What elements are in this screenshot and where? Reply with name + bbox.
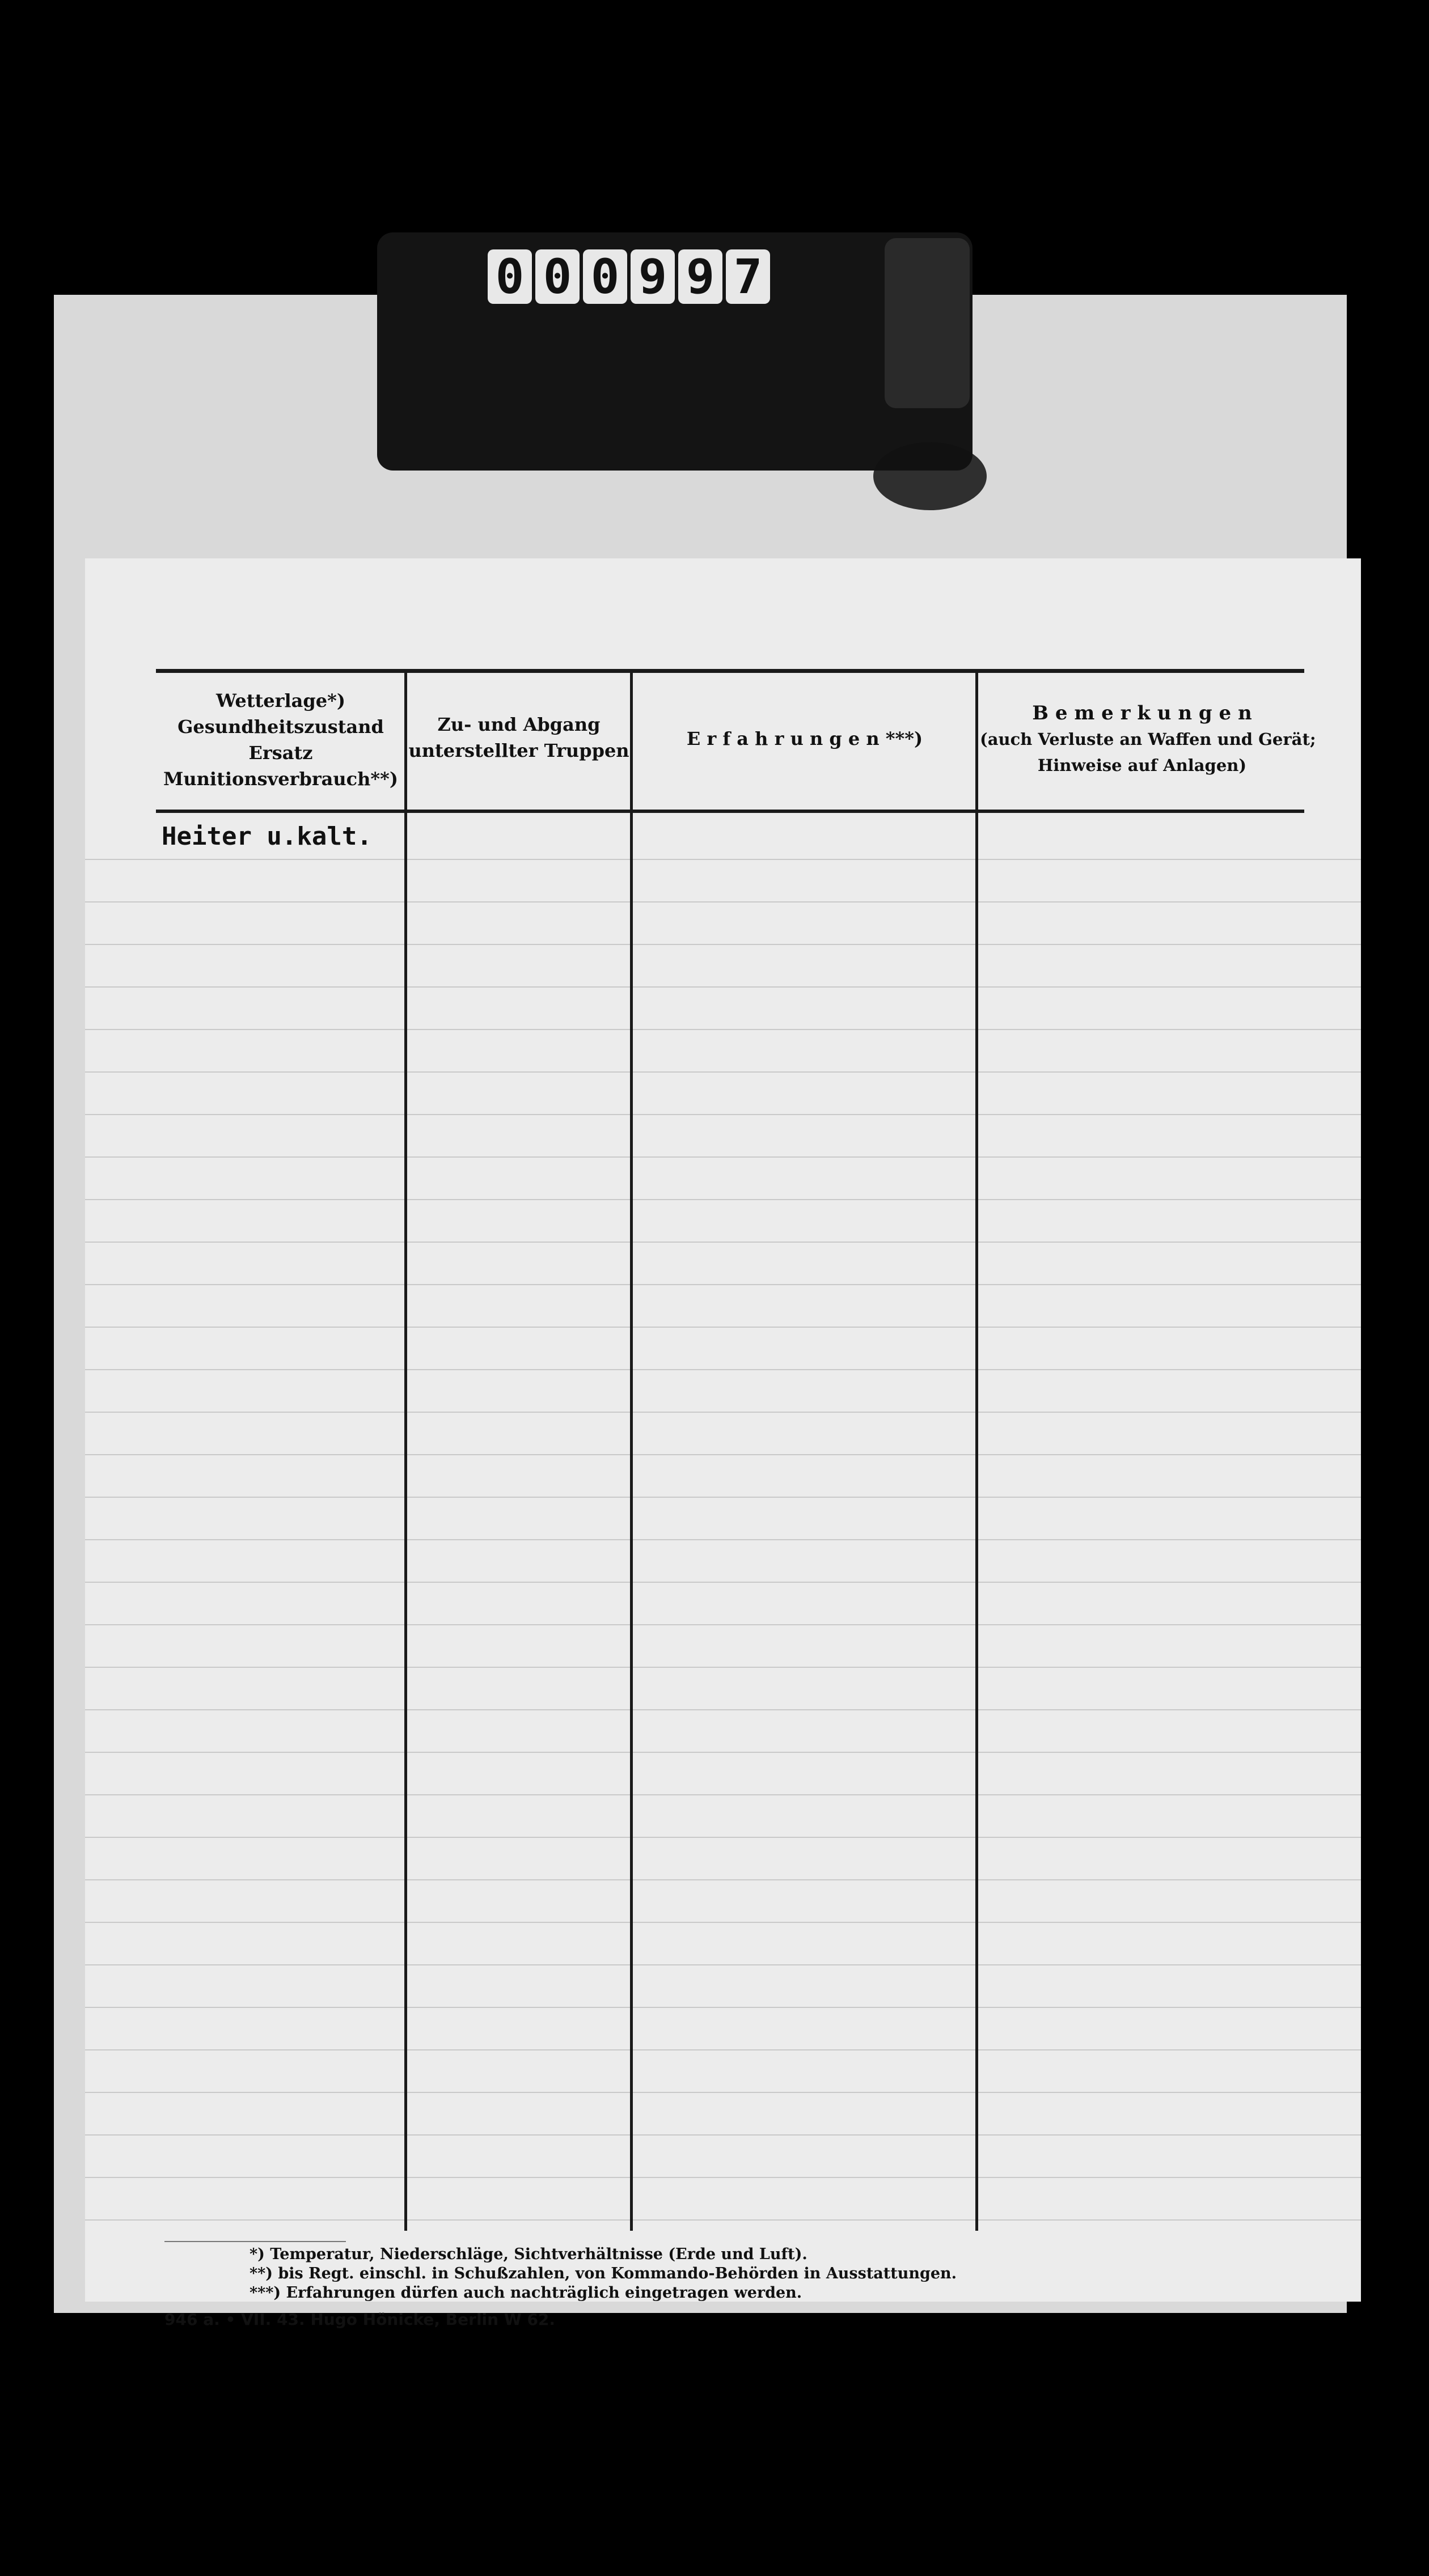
ruled-line (85, 1837, 1361, 1838)
ink-smudge (873, 442, 987, 510)
ruled-line (85, 1752, 1361, 1753)
column-divider (975, 669, 978, 2231)
frame-counter (488, 249, 770, 306)
counter-digit: 0 (583, 249, 627, 304)
ruled-line (85, 1199, 1361, 1200)
ruled-line (85, 2049, 1361, 2050)
ruled-line (85, 986, 1361, 988)
header-remarks (980, 700, 1316, 778)
ruled-line (85, 2134, 1361, 2136)
header-troops (408, 711, 629, 764)
footnotes (250, 2245, 957, 2303)
header-line: Munitionsverbrauch**) (163, 768, 399, 790)
footnote: ***) Erfahrungen dürfen auch nachträglich eingetragen werden. (250, 2284, 802, 2302)
ruled-line (85, 1327, 1361, 1328)
ruled-line (85, 1879, 1361, 1880)
header-line: (auch Verluste an Waffen und Gerät; (980, 730, 1316, 749)
header-line: Wetterlage*) (216, 690, 345, 711)
ruled-line (85, 2177, 1361, 2178)
header-line: E r f a h r u n g e n ***) (686, 728, 923, 749)
footnote-rule (164, 2241, 346, 2242)
ruled-line (85, 1369, 1361, 1370)
ruled-line (85, 1454, 1361, 1455)
printer-imprint: 946 a. • VII. 43. Hugo Hönicke, Berlin W 62. (164, 2310, 556, 2329)
form-sheet (85, 558, 1361, 2329)
header-line: Gesundheitszustand (177, 716, 384, 738)
ruled-line (85, 1922, 1361, 1923)
ruled-line (85, 1794, 1361, 1795)
header-line: Hinweise auf Anlagen) (1037, 756, 1247, 775)
footnote: *) Temperatur, Niederschläge, Sichtverhältnisse (Erde und Luft). (250, 2245, 807, 2263)
ruled-line (85, 1582, 1361, 1583)
ruled-line (85, 944, 1361, 945)
ruled-line (85, 1964, 1361, 1965)
table-top-border (156, 669, 1304, 673)
ruled-line (85, 2219, 1361, 2221)
ruled-line (85, 1071, 1361, 1073)
ruled-line (85, 1709, 1361, 1710)
footnote: **) bis Regt. einschl. in Schußzahlen, von Kommando-Behörden in Ausstattungen. (250, 2265, 957, 2282)
ruled-line (85, 1497, 1361, 1498)
column-divider (630, 669, 633, 2231)
header-line: Zu- und Abgang (437, 714, 601, 735)
counter-digit: 0 (488, 249, 532, 304)
ruled-line (85, 859, 1361, 860)
ruled-line (85, 1029, 1361, 1030)
ruled-line (85, 901, 1361, 903)
counter-digit: 9 (631, 249, 675, 304)
table-header-bottom-border (156, 810, 1304, 813)
header-line: Ersatz (248, 742, 313, 764)
header-experiences (635, 726, 974, 752)
ruled-line (85, 2092, 1361, 2093)
ruled-line (85, 1539, 1361, 1540)
ruled-line (85, 1284, 1361, 1285)
ruled-line (85, 1624, 1361, 1625)
header-weather (159, 688, 403, 792)
ruled-line (85, 2007, 1361, 2008)
show-through-text (391, 856, 401, 876)
ruled-line (85, 1412, 1361, 1413)
counter-digit: 7 (726, 249, 770, 304)
header-line: unterstellter Truppen (408, 740, 629, 761)
header-line: B e m e r k u n g e n (1032, 702, 1252, 724)
counter-digit: 0 (535, 249, 580, 304)
ruled-line (85, 1114, 1361, 1115)
ruled-line (85, 1667, 1361, 1668)
ruled-line (85, 1242, 1361, 1243)
counter-digit: 9 (678, 249, 722, 304)
column-divider (404, 669, 407, 2231)
frame-counter-knob (885, 238, 970, 408)
weather-entry: Heiter u.kalt. (162, 822, 372, 851)
ruled-line (85, 1156, 1361, 1158)
